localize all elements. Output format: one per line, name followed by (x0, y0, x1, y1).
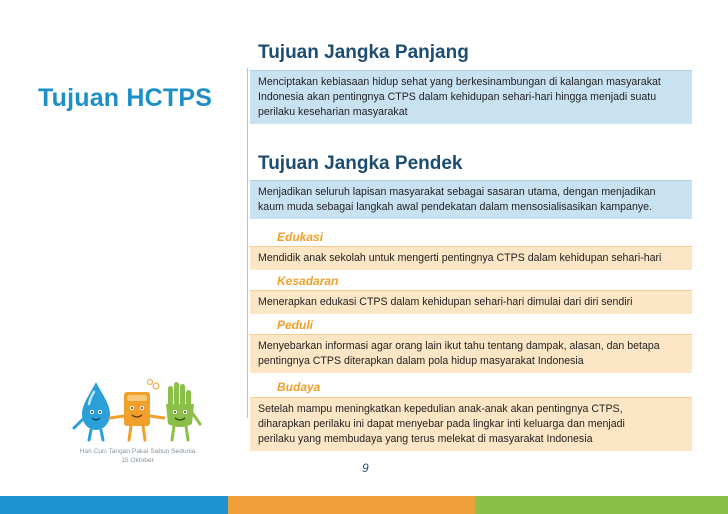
short-term-line: kaum muda sebagai langkah awal pendekatan dalam mensosialisasikan kampanye. (258, 201, 652, 213)
page-title: Tujuan HCTPS (38, 84, 213, 112)
goal-line: pentingnya CTPS diterapkan dalam pola hidup masyarakat Indonesia (258, 355, 584, 367)
footer-segment-green (475, 496, 728, 514)
goal-line: Menerapkan edukasi CTPS dalam kehidupan sehari-hari dimulai dari diri sendiri (258, 296, 633, 308)
vertical-divider (247, 68, 248, 418)
goal-box-edukasi (250, 246, 692, 270)
hctps-logo (72, 378, 202, 446)
goal-line: Mendidik anak sekolah untuk mengerti pentingnya CTPS dalam kehidupan sehari-hari (258, 252, 662, 264)
goal-line: perilaku yang membudaya yang terus melekat di masyarakat Indonesia (258, 433, 593, 445)
goal-title-peduli: Peduli (277, 318, 314, 332)
goal-title-kesadaran: Kesadaran (277, 274, 339, 288)
footer-segment-blue (0, 496, 228, 514)
goal-title-budaya: Budaya (277, 380, 321, 394)
long-term-box (250, 70, 692, 124)
long-term-heading: Tujuan Jangka Panjang (258, 42, 469, 63)
logo-caption-line2: 15 Oktober (121, 457, 154, 464)
short-term-line: Menjadikan seluruh lapisan masyarakat sebagai sasaran utama, dengan menjadikan (258, 186, 656, 198)
page-number: 9 (362, 461, 369, 475)
goal-title-edukasi: Edukasi (277, 230, 324, 244)
goal-box-budaya (250, 397, 692, 451)
hand-mascot-icon (166, 382, 200, 440)
logo-caption-line1: Hari Cuci Tangan Pakai Sabun Sedunia (79, 448, 196, 455)
footer-segment-orange (228, 496, 475, 514)
goal-box-kesadaran (250, 290, 692, 314)
soap-bar-mascot-icon (110, 380, 164, 441)
long-term-line: perilaku keseharian masyarakat (258, 106, 408, 118)
short-term-heading: Tujuan Jangka Pendek (258, 153, 463, 174)
goal-line: diharapkan perilaku ini dapat menyebar pada lingkar inti keluarga dan menjadi (258, 418, 625, 430)
footer-color-bar (0, 496, 728, 514)
long-term-line: Indonesia akan pentingnya CTPS dalam kehidupan sehari-hari hingga menjadi suatu (258, 91, 657, 103)
goal-line: Setelah mampu meningkatkan kepedulian anak-anak akan pentingnya CTPS, (258, 403, 623, 415)
goal-box-peduli (250, 334, 692, 373)
short-term-box (250, 180, 692, 219)
long-term-line: Menciptakan kebiasaan hidup sehat yang berkesinambungan di kalangan masyarakat (258, 76, 661, 88)
water-drop-mascot-icon (74, 382, 110, 440)
goal-line: Menyebarkan informasi agar orang lain ikut tahu tentang dampak, alasan, dan betapa (258, 340, 660, 352)
logo-caption (55, 447, 220, 465)
